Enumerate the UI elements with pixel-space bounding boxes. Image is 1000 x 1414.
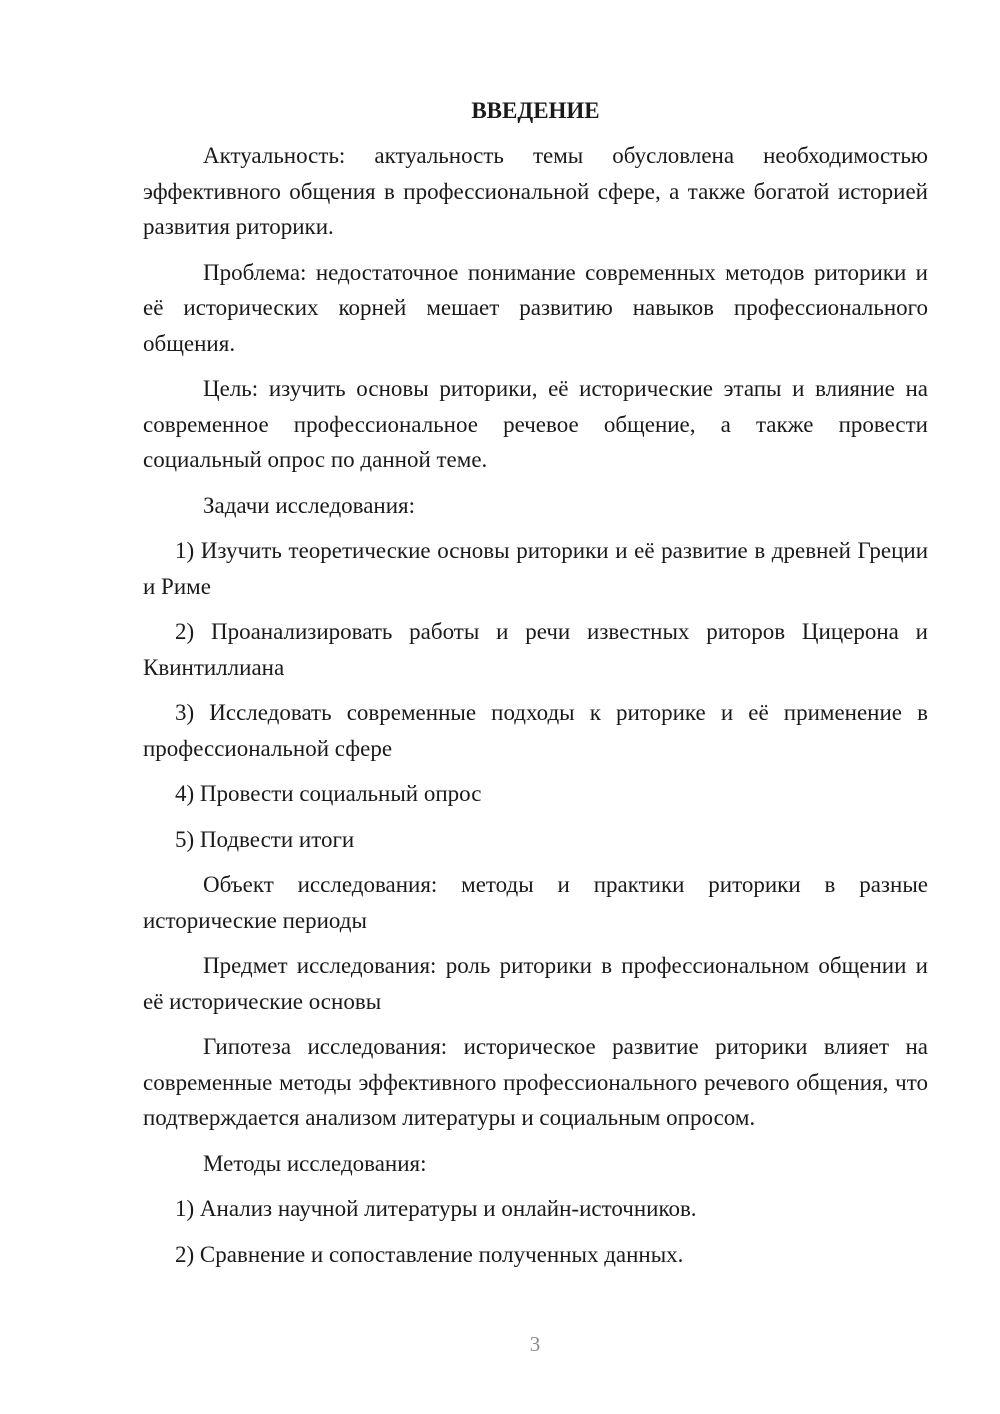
page-number: 3 xyxy=(529,1332,541,1356)
method-item: 2) Сравнение и сопоставление полученных данных. xyxy=(175,1241,684,1267)
task-item: 4) Провести социальный опрос xyxy=(175,781,482,806)
problem-paragraph: Проблема: недостаточное понимание современных методов риторики и её исторических корней мешает развитию навыков профессионального общения. xyxy=(143,259,928,356)
object-paragraph: Объект исследования: методы и практики риторики в разные исторические периоды xyxy=(143,872,928,933)
task-item: 1) Изучить теоретические основы риторики и её развитие в древней Греции и Риме xyxy=(143,538,928,599)
hypothesis-paragraph: Гипотеза исследования: историческое развитие риторики влияет на современные методы эффективного профессионального речевого общения, что подтверждается анализом литературы и социальным опросом. xyxy=(143,1034,928,1130)
relevance-paragraph: Актуальность: актуальность темы обусловлена необходимостью эффективного общения в профессиональной сфере, а также богатой историей развития риторики. xyxy=(143,143,928,239)
task-item: 5) Подвести итоги xyxy=(175,826,355,852)
page-content xyxy=(143,96,928,1282)
task-item: 3) Исследовать современные подходы к риторике и её применение в профессиональной сфере xyxy=(143,700,928,761)
section-title: ВВЕДЕНИЕ xyxy=(471,98,600,123)
method-item: 1) Анализ научной литературы и онлайн-источников. xyxy=(175,1196,697,1221)
tasks-heading: Задачи исследования: xyxy=(203,492,416,518)
goal-paragraph: Цель: изучить основы риторики, её исторические этапы и влияние на современное профессиональное речевое общение, а также провести социальный опрос по данной теме. xyxy=(143,376,928,472)
task-item: 2) Проанализировать работы и речи известных риторов Цицерона и Квинтиллиана xyxy=(143,619,928,680)
methods-heading: Методы исследования: xyxy=(203,1150,427,1176)
subject-paragraph: Предмет исследования: роль риторики в профессиональном общении и её исторические основы xyxy=(143,953,928,1014)
